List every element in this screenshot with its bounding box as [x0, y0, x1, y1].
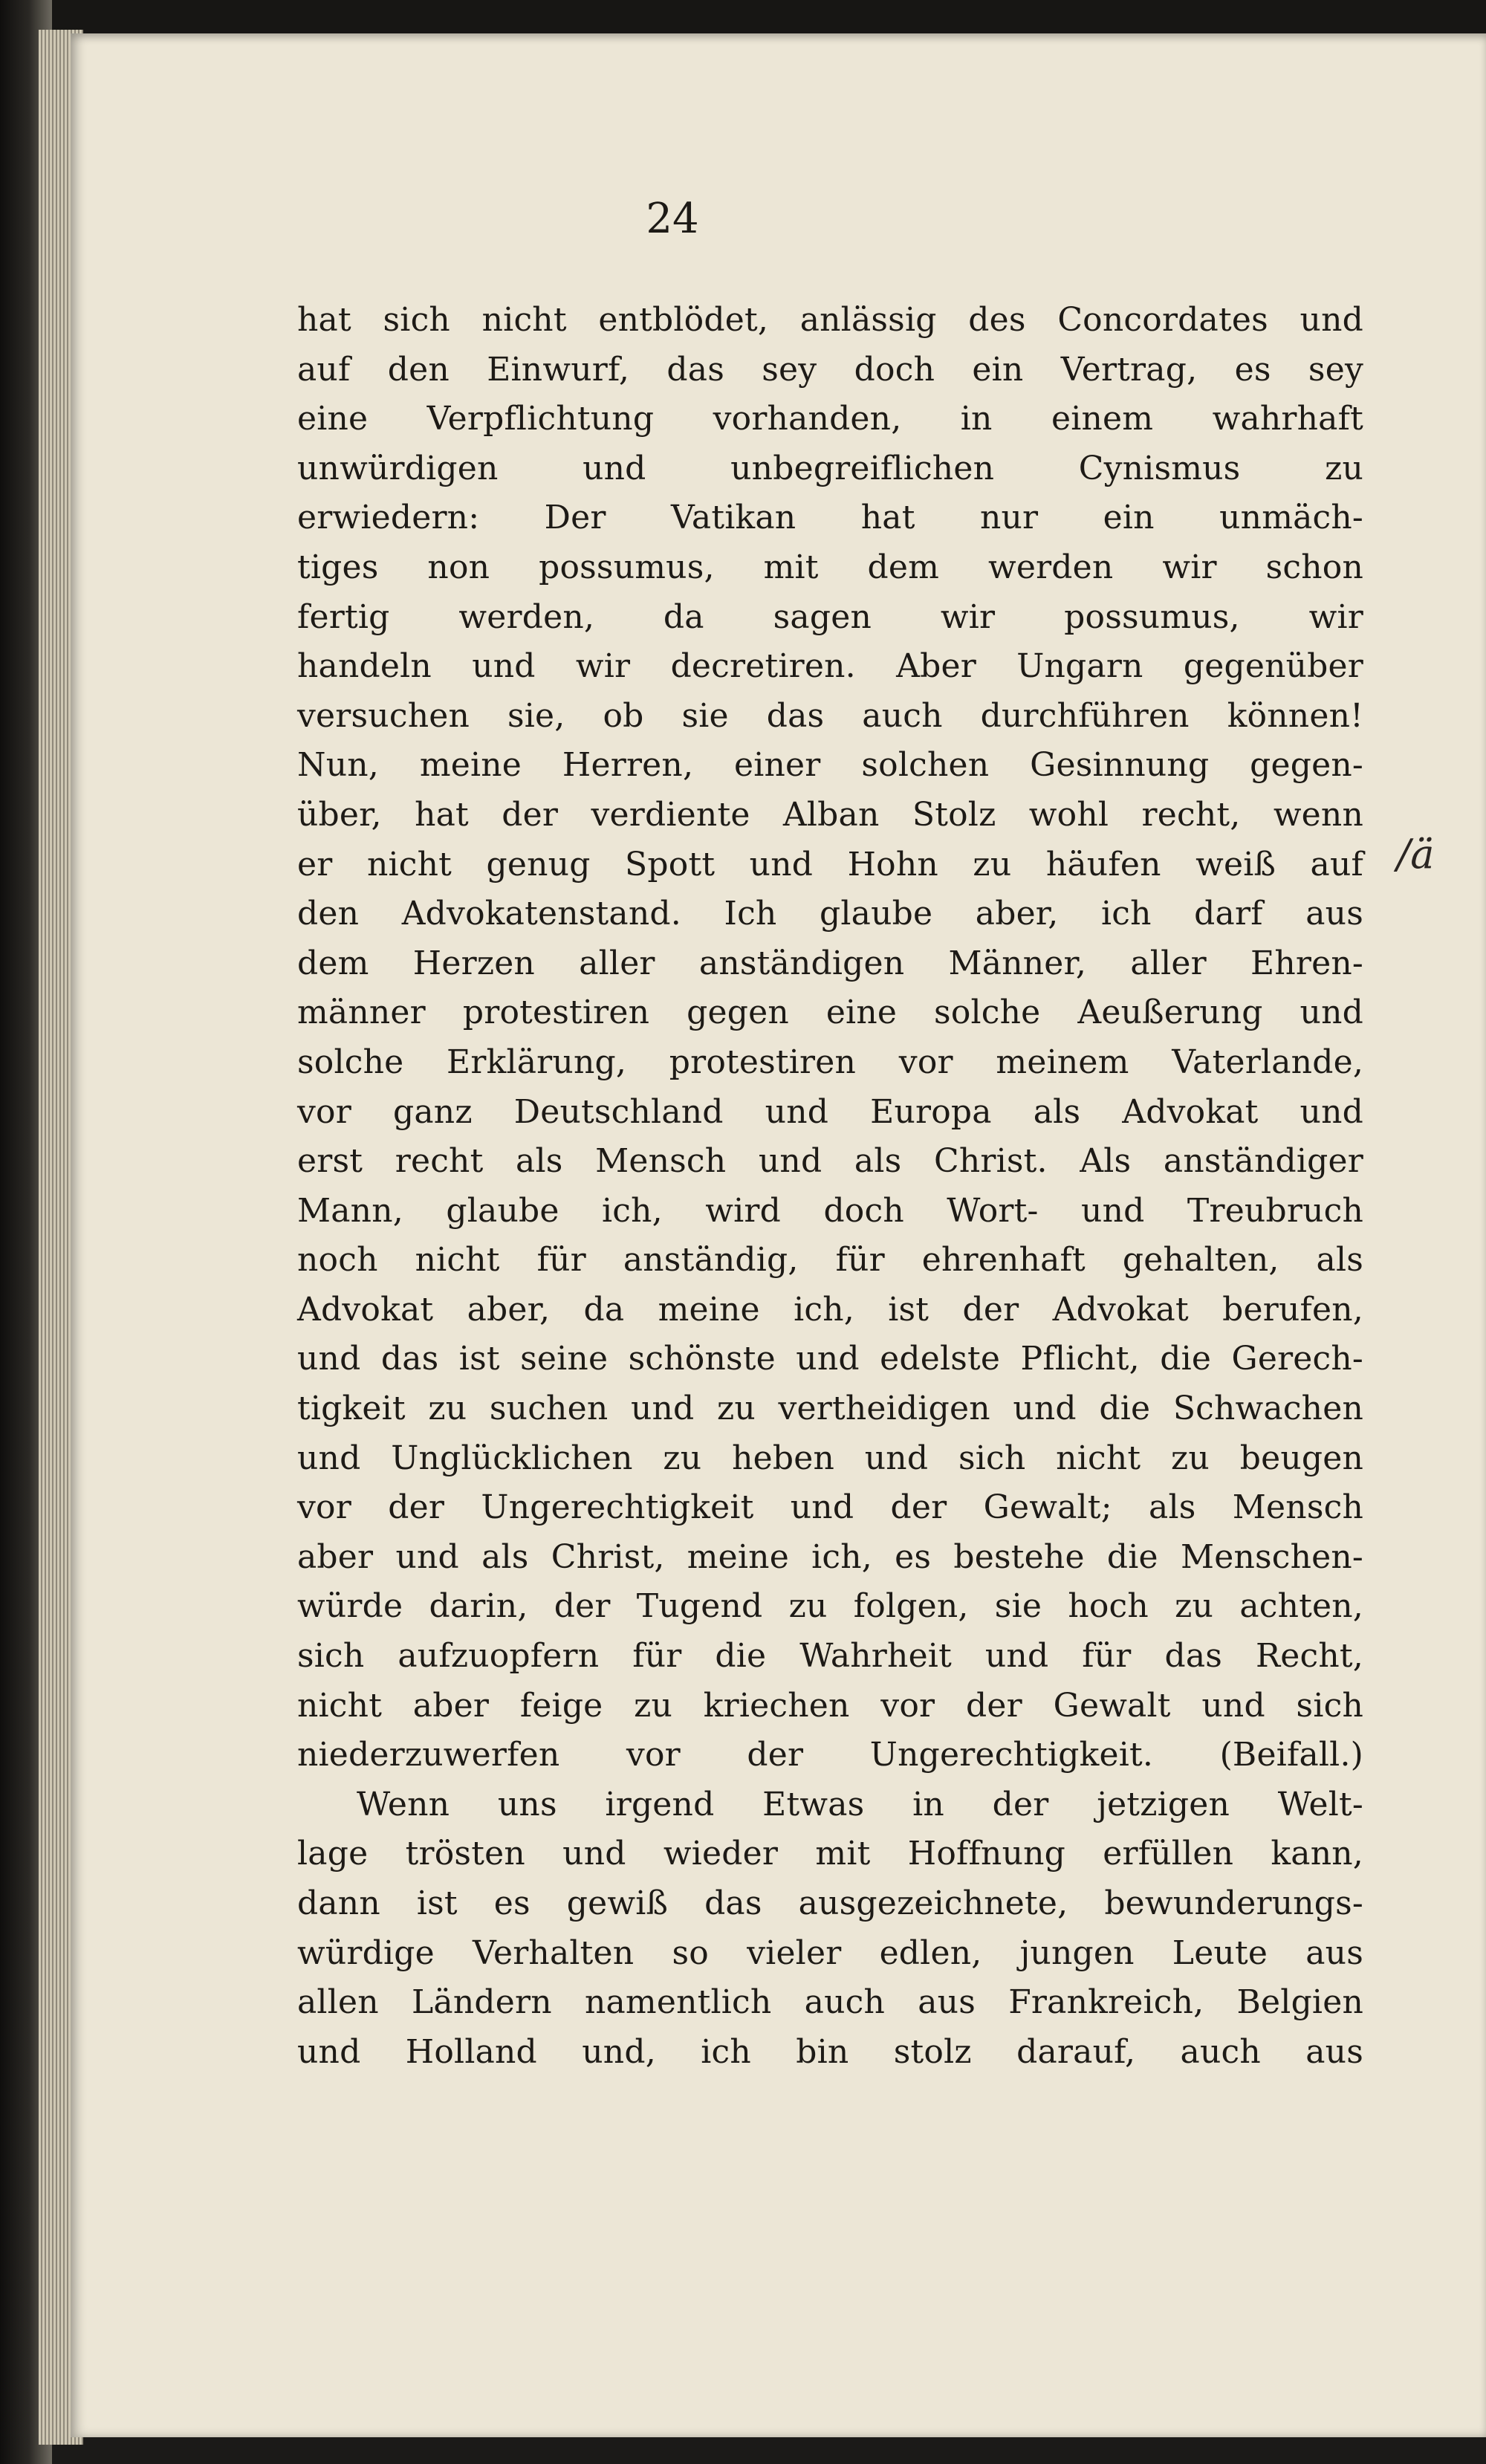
text-line: und Holland und, ich bin stolz darauf, auch aus	[297, 2032, 1363, 2071]
text-line: solche Erklärung, protestiren vor meinem Vaterlande,	[297, 1043, 1363, 1081]
text-line: versuchen sie, ob sie das auch durchführen können!	[297, 696, 1363, 735]
text-line: noch nicht für anständig, für ehrenhaft gehalten, als	[297, 1241, 1363, 1280]
text-line: Nun, meine Herren, einer solchen Gesinnung gegen-	[297, 746, 1363, 785]
text-line: Wenn uns irgend Etwas in der jetzigen Welt-	[357, 1785, 1363, 1823]
text-line: erst recht als Mensch und als Christ. Als anständiger	[297, 1142, 1363, 1181]
text-line: über, hat der verdiente Alban Stolz wohl recht, wenn	[297, 795, 1363, 834]
text-line: den Advokatenstand. Ich glaube aber, ich darf aus	[297, 895, 1363, 933]
page-number: 24	[646, 195, 699, 243]
scan-top-edge	[0, 0, 1486, 36]
text-line: Advokat aber, da meine ich, ist der Advokat berufen,	[297, 1290, 1363, 1329]
handwritten-margin-note: /ä	[1397, 831, 1435, 878]
text-line: männer protestiren gegen eine solche Aeußerung und	[297, 993, 1363, 1032]
text-line: dem Herzen aller anständigen Männer, aller Ehren-	[297, 944, 1363, 982]
text-line: würde darin, der Tugend zu folgen, sie hoch zu achten,	[297, 1587, 1363, 1626]
text-line: tigkeit zu suchen und zu vertheidigen und die Schwachen	[297, 1390, 1363, 1428]
text-line: hat sich nicht entblödet, anlässig des Concordates und	[297, 301, 1363, 339]
text-line: er nicht genug Spott und Hohn zu häufen weiß auf	[297, 845, 1363, 884]
text-line: erwiedern: Der Vatikan hat nur ein unmäch-	[297, 499, 1363, 537]
text-line: niederzuwerfen vor der Ungerechtigkeit. (Beifall.)	[297, 1736, 1363, 1774]
text-line: dann ist es gewiß das ausgezeichnete, bewunderungs-	[297, 1884, 1363, 1922]
text-line: eine Verpflichtung vorhanden, in einem wahrhaft	[297, 400, 1363, 438]
text-line: tiges non possumus, mit dem werden wir schon	[297, 548, 1363, 586]
text-line: und das ist seine schönste und edelste Pflicht, die Gerech-	[297, 1340, 1363, 1378]
text-line: vor ganz Deutschland und Europa als Advokat und	[297, 1092, 1363, 1131]
text-line: auf den Einwurf, das sey doch ein Vertrag, es sey	[297, 350, 1363, 389]
text-line: und Unglücklichen zu heben und sich nicht zu beugen	[297, 1439, 1363, 1477]
text-line: würdige Verhalten so vieler edlen, jungen Leute aus	[297, 1933, 1363, 1972]
text-line: allen Ländern namentlich auch aus Frankreich, Belgien	[297, 1983, 1363, 2022]
text-line: unwürdigen und unbegreiflichen Cynismus zu	[297, 449, 1363, 487]
text-line: handeln und wir decretiren. Aber Ungarn gegenüber	[297, 647, 1363, 686]
text-line: sich aufzuopfern für die Wahrheit und für das Recht,	[297, 1637, 1363, 1676]
text-line: Mann, glaube ich, wird doch Wort- und Treubruch	[297, 1191, 1363, 1230]
text-line: lage trösten und wieder mit Hoffnung erfüllen kann,	[297, 1835, 1363, 1873]
text-line: vor der Ungerechtigkeit und der Gewalt; als Mensch	[297, 1488, 1363, 1527]
text-line: fertig werden, da sagen wir possumus, wir	[297, 597, 1363, 636]
text-line: aber und als Christ, meine ich, es bestehe die Menschen-	[297, 1537, 1363, 1576]
text-line: nicht aber feige zu kriechen vor der Gewalt und sich	[297, 1686, 1363, 1725]
body-text	[297, 296, 1363, 2077]
